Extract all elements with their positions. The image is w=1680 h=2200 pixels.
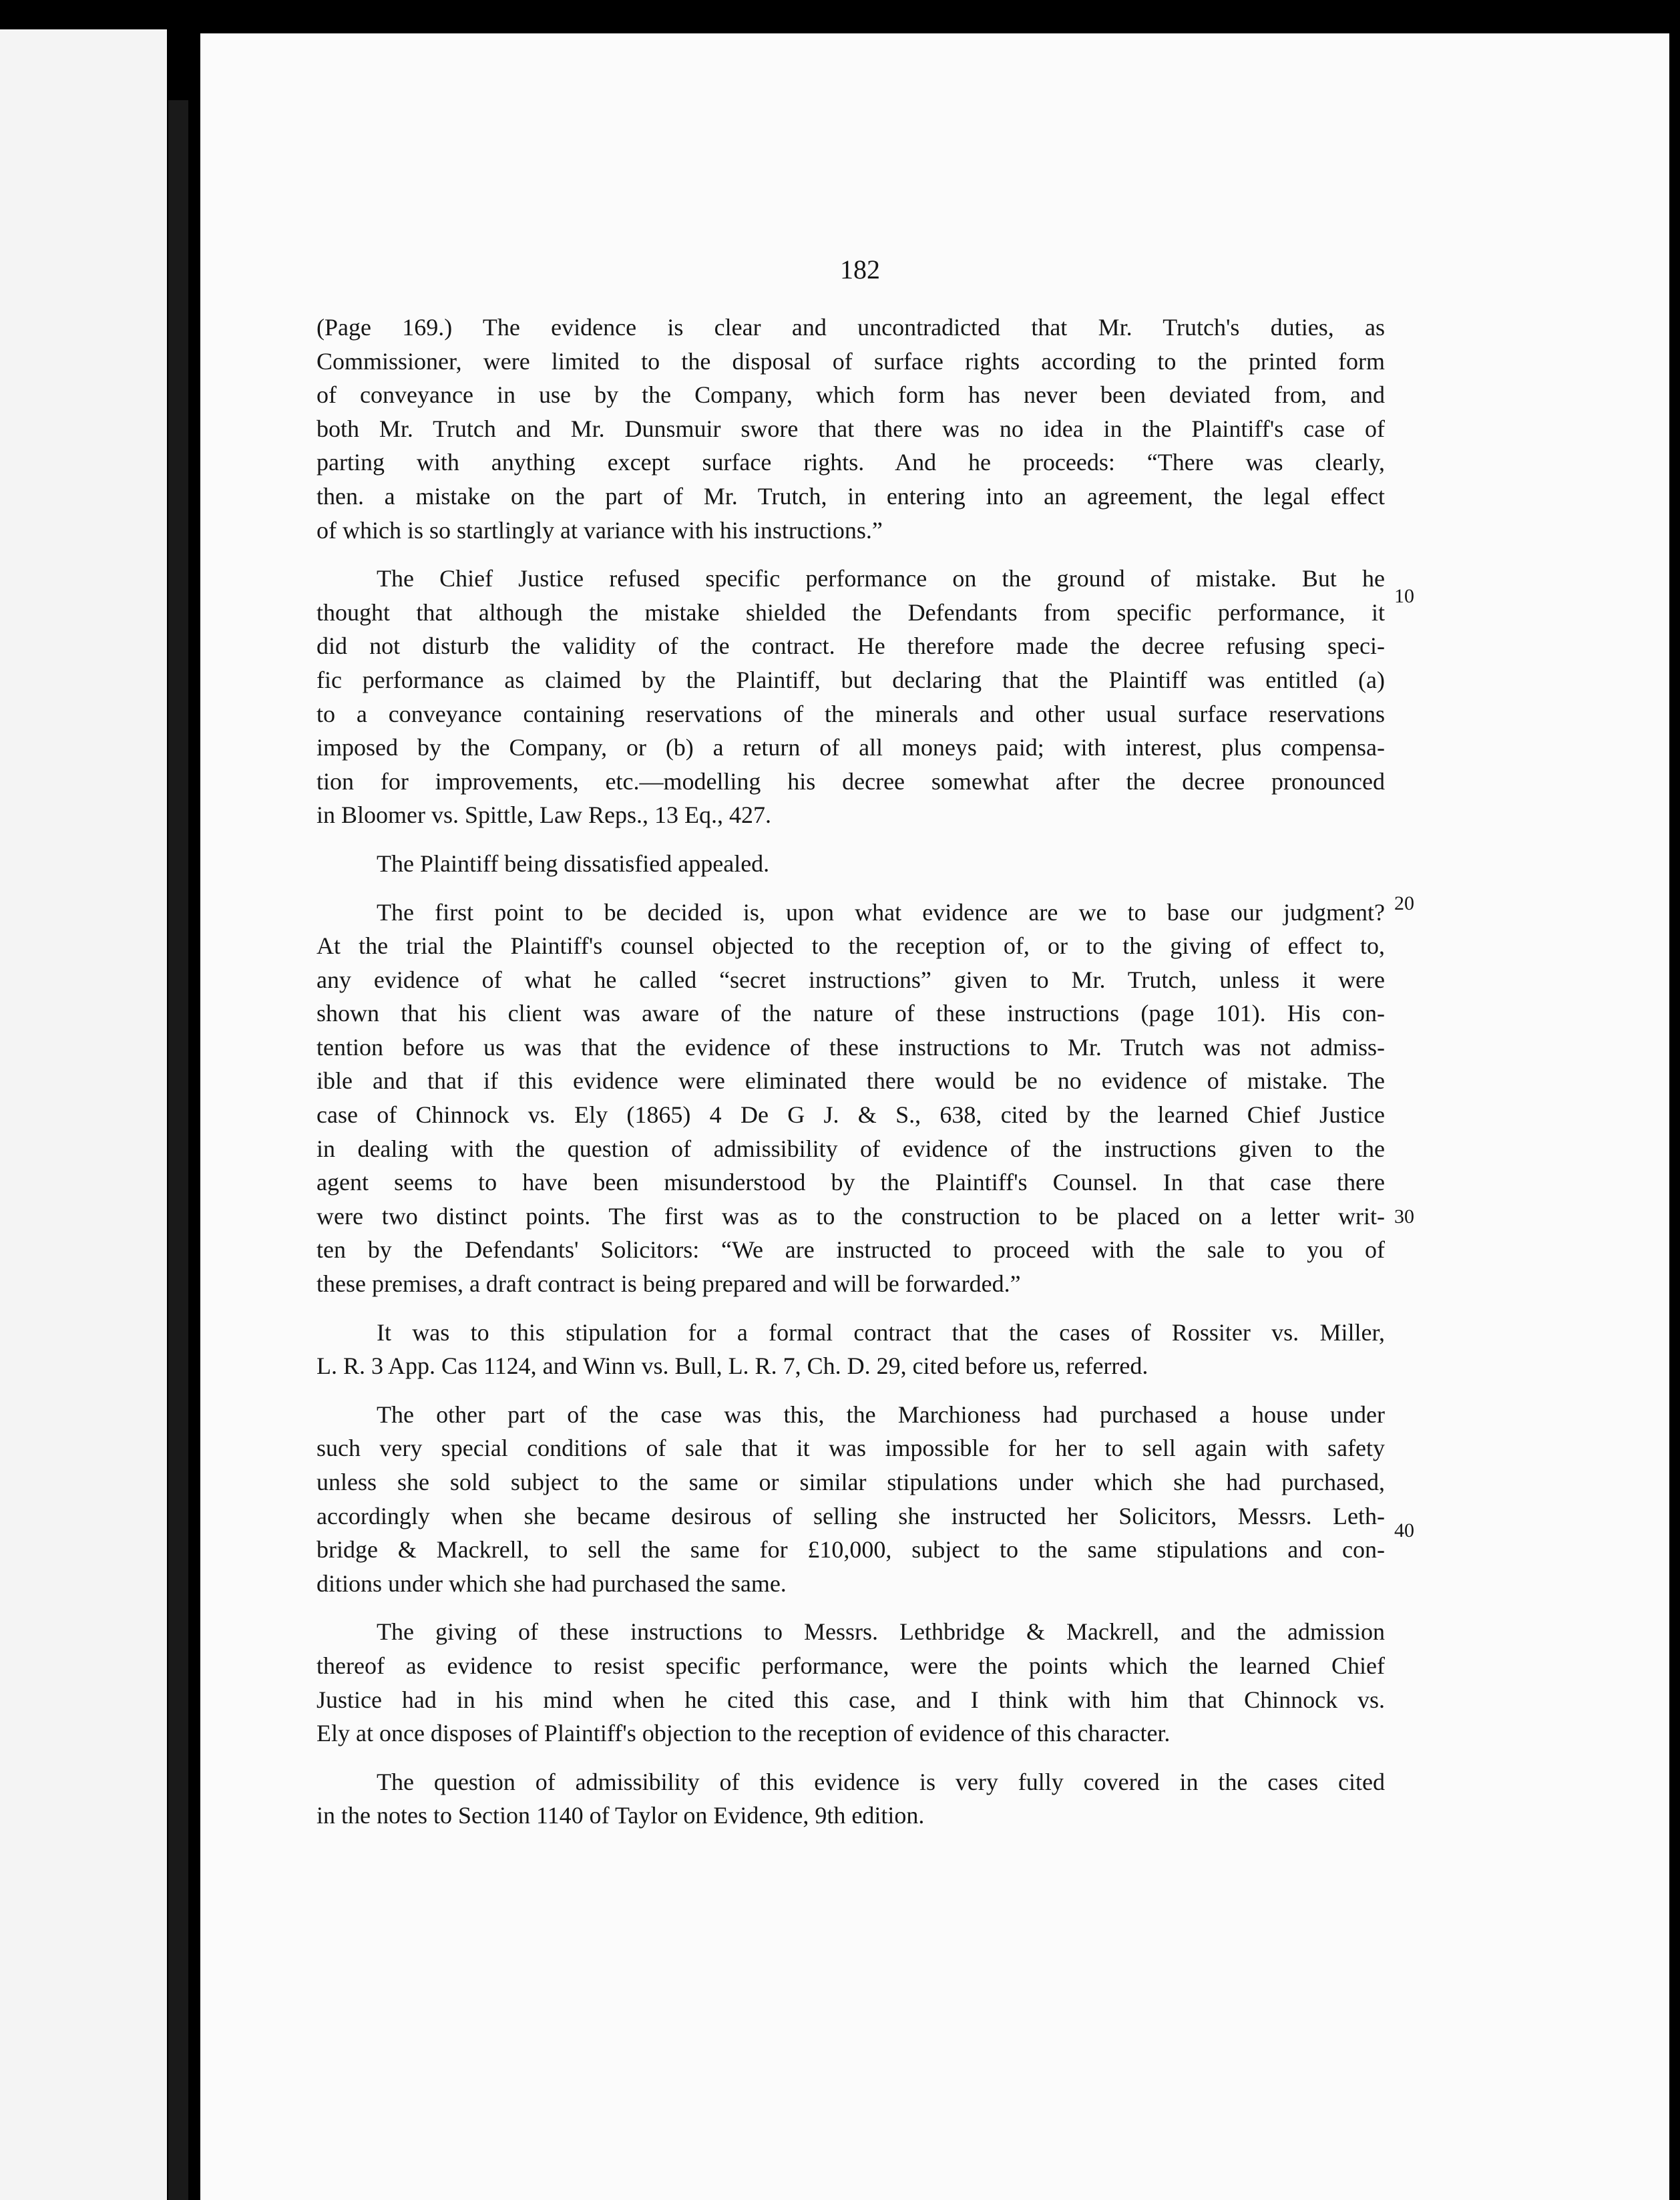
text-line: The giving of these instructions to Messrs. Lethbridge & Mackrell, and the admission xyxy=(377,1618,1385,1646)
text-line: these premises, a draft contract is being prepared and will be forwarded.” xyxy=(317,1270,1021,1298)
text-line: in Bloomer vs. Spittle, Law Reps., 13 Eq., 427. xyxy=(317,801,771,829)
paragraph xyxy=(317,1316,1385,1383)
text-line: The question of admissibility of this evidence is very fully covered in the cases cited xyxy=(377,1768,1385,1795)
text-line: Justice had in his mind when he cited this case, and I think with him that Chinnock vs. xyxy=(317,1686,1385,1713)
paragraph xyxy=(317,896,1385,1301)
text-line: to a conveyance containing reservations of the minerals and other usual surface reservations xyxy=(317,700,1385,727)
text-line: such very special conditions of sale that it was impossible for her to sell again with safety xyxy=(317,1435,1385,1462)
text-line: then. a mistake on the part of Mr. Trutch, in entering into an agreement, the legal effect xyxy=(317,482,1385,510)
text-line: The Plaintiff being dissatisfied appealed. xyxy=(377,850,770,877)
text-line: of which is so startlingly at variance with his instructions.” xyxy=(317,516,883,544)
text-line: thought that although the mistake shielded the Defendants from specific performance, it xyxy=(317,598,1385,626)
margin-line-number: 30 xyxy=(1394,1206,1414,1228)
text-line: shown that his client was aware of the nature of these instructions (page 101). His con- xyxy=(317,1000,1385,1027)
paragraph xyxy=(317,311,1385,547)
text-line: ible and that if this evidence were eliminated there would be no evidence of mistake. The xyxy=(317,1067,1385,1095)
paragraph xyxy=(317,1615,1385,1750)
text-line: The Chief Justice refused specific performance on the ground of mistake. But he xyxy=(377,565,1385,592)
text-line: At the trial the Plaintiff's counsel objected to the reception of, or to the giving of effect to, xyxy=(317,932,1385,960)
text-line: in dealing with the question of admissibility of evidence of the instructions given to the xyxy=(317,1135,1385,1162)
text-line: tion for improvements, etc.—modelling his decree somewhat after the decree pronounced xyxy=(317,767,1385,795)
text-line: ten by the Defendants' Solicitors: “We are instructed to proceed with the sale to you of xyxy=(317,1236,1385,1264)
text-line: The other part of the case was this, the Marchioness had purchased a house under xyxy=(377,1401,1385,1428)
body-text xyxy=(317,311,1385,1833)
book-spine-shadow xyxy=(168,100,188,2200)
text-line: L. R. 3 App. Cas 1124, and Winn vs. Bull, L. R. 7, Ch. D. 29, cited before us, referred. xyxy=(317,1352,1148,1380)
text-line: parting with anything except surface rights. And he proceeds: “There was clearly, xyxy=(317,449,1385,476)
text-line: accordingly when she became desirous of selling she instructed her Solicitors, Messrs. Leth- xyxy=(317,1502,1385,1529)
text-line: It was to this stipulation for a formal contract that the cases of Rossiter vs. Miller, xyxy=(377,1318,1385,1346)
text-line: bridge & Mackrell, to sell the same for £10,000, subject to the same stipulations and con- xyxy=(317,1536,1385,1564)
paragraph xyxy=(317,562,1385,832)
text-line: imposed by the Company, or (b) a return of all moneys paid; with interest, plus compensa- xyxy=(317,734,1385,761)
text-line: case of Chinnock vs. Ely (1865) 4 De G J. & S., 638, cited by the learned Chief Justice xyxy=(317,1101,1385,1129)
margin-line-number: 40 xyxy=(1394,1519,1414,1541)
margin-line-number: 20 xyxy=(1394,892,1414,914)
text-line: (Page 169.) The evidence is clear and uncontradicted that Mr. Trutch's duties, as xyxy=(317,314,1385,341)
paragraph xyxy=(317,1765,1385,1833)
text-line: did not disturb the validity of the contract. He therefore made the decree refusing speci- xyxy=(317,632,1385,660)
paragraph xyxy=(317,1398,1385,1601)
text-line: agent seems to have been misunderstood by the Plaintiff's Counsel. In that case there xyxy=(317,1169,1385,1196)
text-line: fic performance as claimed by the Plaintiff, but declaring that the Plaintiff was entitled (a) xyxy=(317,666,1385,693)
facing-page xyxy=(0,29,167,2200)
text-line: Commissioner, were limited to the disposal of surface rights according to the printed form xyxy=(317,347,1385,375)
text-line: in the notes to Section 1140 of Taylor on Evidence, 9th edition. xyxy=(317,1802,925,1829)
text-line: were two distinct points. The first was as to the construction to be placed on a letter writ- xyxy=(317,1202,1385,1230)
text-line: of conveyance in use by the Company, which form has never been deviated from, and xyxy=(317,381,1385,409)
text-line: any evidence of what he called “secret instructions” given to Mr. Trutch, unless it were xyxy=(317,966,1385,993)
text-line: both Mr. Trutch and Mr. Dunsmuir swore that there was no idea in the Plaintiff's case of xyxy=(317,415,1385,442)
margin-line-number: 10 xyxy=(1394,585,1414,607)
text-line: unless she sold subject to the same or similar stipulations under which she had purchased, xyxy=(317,1469,1385,1495)
text-line: ditions under which she had purchased the same. xyxy=(317,1570,787,1597)
paragraph xyxy=(317,847,1385,881)
text-line: The first point to be decided is, upon what evidence are we to base our judgment? xyxy=(377,898,1385,926)
page-number: 182 xyxy=(840,254,880,285)
text-line: Ely at once disposes of Plaintiff's objection to the reception of evidence of this character. xyxy=(317,1720,1171,1747)
text-line: tention before us was that the evidence of these instructions to Mr. Trutch was not admiss- xyxy=(317,1033,1385,1061)
text-line: thereof as evidence to resist specific performance, were the points which the learned Chief xyxy=(317,1652,1385,1679)
